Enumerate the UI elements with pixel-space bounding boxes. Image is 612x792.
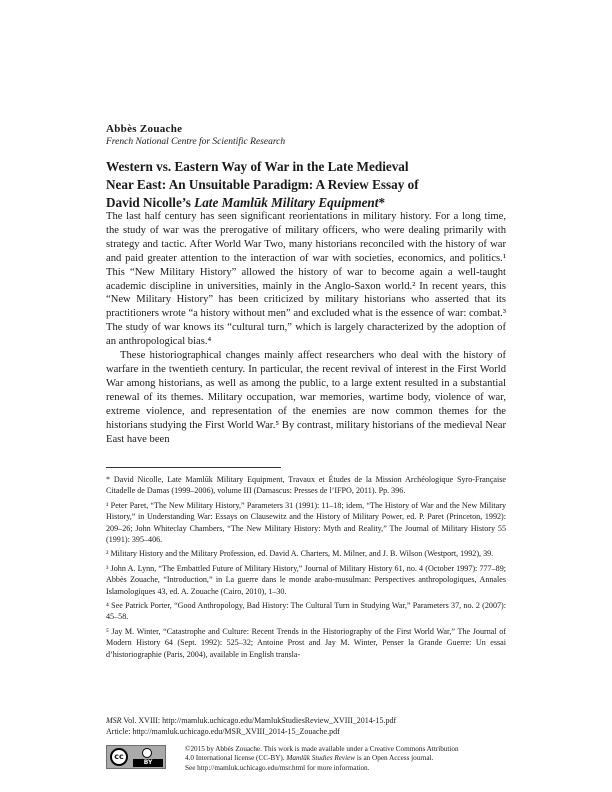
body-paragraph-2: These historiographical changes mainly affect researchers who deal with the history of warfare in the twentieth century. In particular, the recent revival of interest in the First World War among historians, as well as among the public, to a large extent resulted in a substantial renewal of its themes. Military occupation, war memories, wartime body, violence of war, extreme violence, and representation of the enemies are now common themes for the historians studying the First World War.⁵ By contrast, military historians of the medieval Near East have been [106, 350, 506, 445]
article-body [106, 210, 506, 446]
title-book-name: Late Mamlūk Military Equipment [194, 195, 379, 210]
title-line-1: Western vs. Eastern Way of War in the Late Medieval [106, 159, 409, 174]
license-line-1: ©2015 by Abbès Zouache. This work is made available under a Creative Commons Attribution [185, 745, 459, 753]
cc-icon: cc [110, 748, 128, 766]
license-line-2 [185, 754, 505, 763]
footnotes [106, 474, 506, 663]
body-paragraph-1: The last half century has seen significant reorientations in military history. For a long time, the study of war was the prerogative of military officers, who were dealing primarily with strategy and tactic. After World War Two, many historians reconciled with the history of war and paid greater attention to the interaction of war with societies, economics, and politics.¹ This “New Military History” allowed the history of war to become again a well-taught academic discipline in universities, mainly in the Anglo-Saxon world.² In recent years, this “New Military History” has been criticized by military historians who asserted that its practitioners wrote “a history without men” and excluded what is the essence of war: combat.³ The study of war knows its “cultural turn,” which is largely characterized by the adoption of an anthropological bias.⁴ [106, 211, 506, 348]
footnote-3: ³ John A. Lynn, “The Embattled Future of Military History,” Journal of Military History 61, no. 4 (October 1997): 777–89; Abbès Zouache, “Introduction,” in La guerre dans le monde arabo-musulman: Perspectives anthropologiques, Annales Islamologiques 43, ed. A. Zouache (Cairo, 2010), 1–30. [106, 563, 506, 596]
by-label: BY [133, 759, 163, 767]
title-footnote-mark: * [378, 195, 386, 210]
title-line-2: Near East: An Unsuitable Paradigm: A Review Essay of [106, 177, 419, 192]
footnote-star: * David Nicolle, Late Mamlūk Military Equipment, Travaux et Études de la Mission Archéologique Syro-Française Citadelle de Damas (1999–2006), volume III (Damascus: Presses de l’IFPO, 2011). Pp. 396. [106, 475, 506, 496]
article-link-line[interactable]: Article: http://mamluk.uchicago.edu/MSR_XVIII_2014-15_Zouache.pdf [106, 726, 340, 736]
msr-volume-link[interactable]: Vol. XVIII: http://mamluk.uchicago.edu/MamlukStudiesReview_XVIII_2014-15.pdf [121, 716, 397, 725]
license-line-2-end: is an Open Access journal. [355, 754, 434, 763]
footnote-4: ⁴ See Patrick Porter, “Good Anthropology, Bad History: The Cultural Turn in Studying War,” Parameters 37, no. 2 (2007): 45–58. [106, 601, 506, 622]
person-icon [142, 748, 152, 758]
license-text [185, 745, 505, 773]
license-line-3[interactable]: See http://mamluk.uchicago.edu/msr.html for more information. [185, 763, 370, 772]
page-footer [106, 716, 506, 737]
footnote-divider [106, 467, 281, 468]
author-name: Abbès Zouache [106, 123, 183, 135]
cc-by-license-badge[interactable] [106, 745, 166, 769]
footnote-5: ⁵ Jay M. Winter, “Catastrophe and Culture: Recent Trends in the Historiography of the First World War,” The Journal of Modern History 64 (Sept. 1992): 525–32; Antoine Prost and Jay M. Winter, Penser la Grande Guerre: Un essai d’historiographie (Paris, 2004), available in English transla- [106, 626, 506, 659]
msr-label: MSR [106, 716, 122, 725]
journal-name: Mamlūk Studies Review [286, 754, 356, 763]
article-title [106, 158, 506, 212]
footnote-1: ¹ Peter Paret, “The New Military History,” Parameters 31 (1991): 11–18; idem, “The History of War and the New Military History,” in Understanding War: Essays on Clausewitz and the History of Military Power, ed. P. Paret (Princeton, 1992): 209–26; John Whiteclay Chambers, “The New Military History: Myth and Reality,” The Journal of Military History 55 (1991): 395–406. [106, 500, 506, 545]
license-line-2-start: 4.0 International license (CC-BY). [185, 754, 287, 763]
footnote-2: ² Military History and the Military Profession, ed. David A. Charters, M. Milner, and J. B. Wilson (Westport, 1992), 39. [106, 549, 494, 559]
author-affiliation: French National Centre for Scientific Research [106, 137, 286, 147]
title-line-3-prefix: David Nicolle’s [106, 195, 195, 210]
msr-volume-line [106, 716, 506, 727]
by-icon [133, 748, 163, 766]
